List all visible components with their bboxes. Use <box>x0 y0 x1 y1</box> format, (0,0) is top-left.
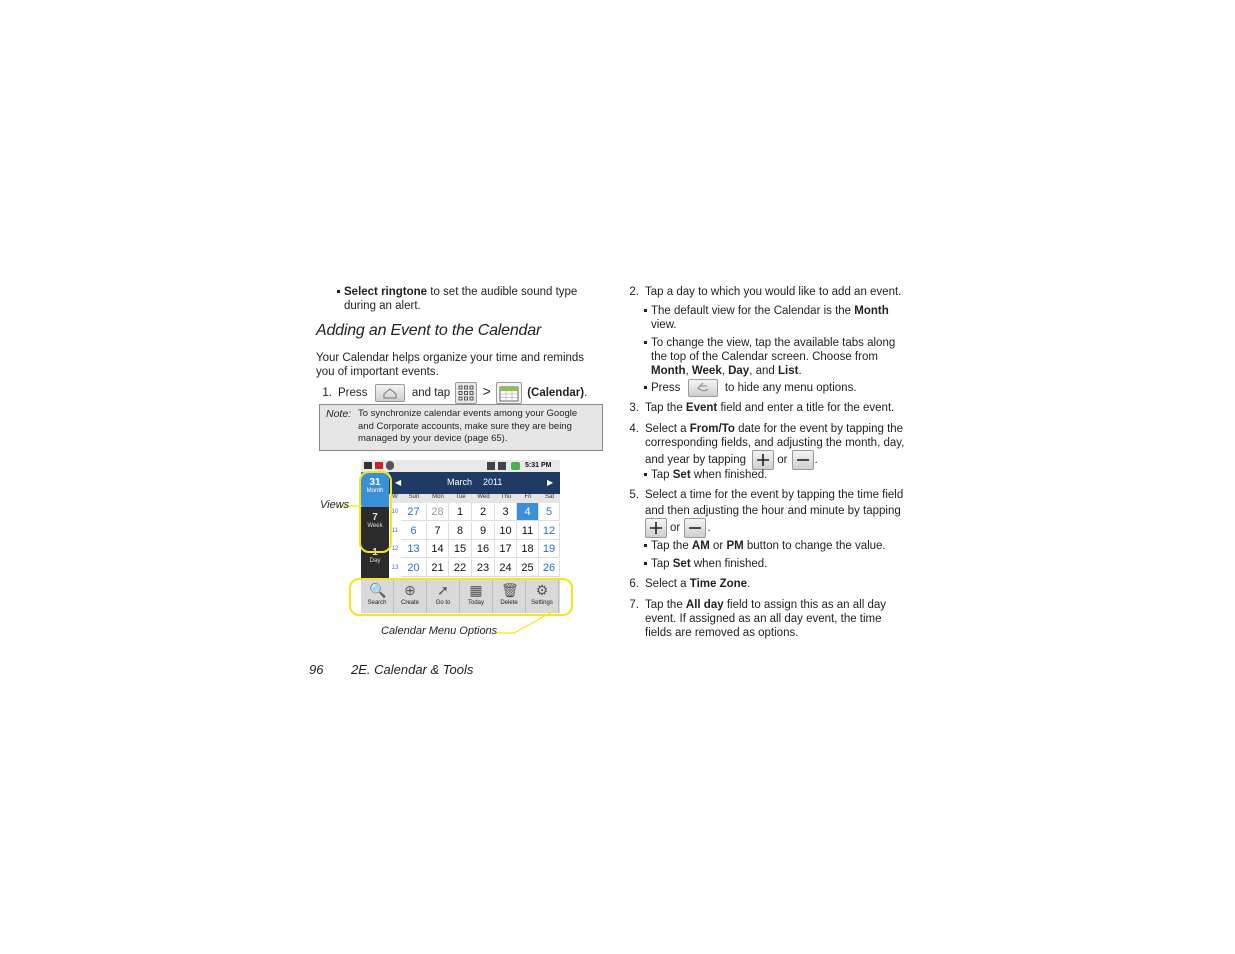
step-number: 3. <box>629 402 639 414</box>
calendar-day-cell[interactable]: 5 <box>539 503 560 521</box>
step-text: Select a <box>645 423 690 435</box>
calendar-header <box>389 472 560 494</box>
signal-icon <box>487 462 495 470</box>
menu-label: Delete <box>500 600 518 606</box>
bold-term: Month <box>651 365 686 377</box>
bullet-text: when finished. <box>690 469 768 481</box>
calendar-day-cell[interactable]: 13 <box>401 540 427 558</box>
calendar-day-cell[interactable]: 19 <box>539 540 560 558</box>
calendar-day-cell[interactable]: 28 <box>427 503 449 521</box>
bold-term: AM <box>691 540 710 552</box>
calendar-day-cell[interactable]: 24 <box>495 559 517 577</box>
bullet-marker <box>644 562 647 565</box>
bold-term: Select ringtone <box>344 286 428 298</box>
week-number: 12 <box>391 546 399 552</box>
intro-line: you of important events. <box>316 366 439 378</box>
separator: . <box>798 365 802 377</box>
step-text: or <box>670 522 681 535</box>
bullet-text: The default view for the Calendar is the <box>651 305 855 317</box>
bold-term: Set <box>672 469 691 481</box>
calendar-day-cell[interactable]: 23 <box>472 559 495 577</box>
back-key-icon <box>688 379 718 397</box>
bullet-marker <box>644 309 647 312</box>
note-line: To synchronize calendar events among your Google <box>358 408 578 419</box>
step-text: field to assign this as an all day <box>723 599 887 611</box>
step-text: Press <box>338 387 368 399</box>
bold-term: Event <box>685 402 718 414</box>
menu-label: Search <box>367 600 387 606</box>
bullet-text: to set the audible sound type <box>427 286 578 298</box>
month-name: March <box>447 477 473 487</box>
week-number: 10 <box>391 509 399 515</box>
week-number: 13 <box>391 564 399 571</box>
step-text: Tap a day to which you would like to add an event. <box>645 286 902 298</box>
step-6 <box>625 577 925 591</box>
prev-month-icon[interactable]: ◀ <box>395 478 402 487</box>
calendar-day-cell[interactable]: 1 <box>449 503 472 521</box>
calendar-day-cell[interactable]: 14 <box>427 540 449 558</box>
note-line: managed by your device (page 65). <box>358 433 508 444</box>
bullet-text: to hide any menu options. <box>724 382 857 394</box>
calendar-day-cell[interactable]: 22 <box>449 559 472 577</box>
view-tab-number: 7 <box>372 512 378 523</box>
bold-term: List <box>778 365 799 377</box>
step-text: Select a time for the event by tapping the time field <box>645 489 904 501</box>
day-of-week-header: Wed <box>472 494 496 503</box>
note-box <box>319 404 603 451</box>
bullet-text: when finished. <box>690 558 768 570</box>
step-text-cont: and year by tapping <box>645 454 747 467</box>
bullet-text-cont: during an alert. <box>344 300 421 312</box>
calendar-day-cell[interactable]: 16 <box>472 540 495 558</box>
go-to-icon: ➚ <box>437 582 449 598</box>
bullet-marker <box>644 386 647 389</box>
day-of-week-header: Tue <box>449 494 473 503</box>
calendar-day-cell[interactable]: 2 <box>472 503 495 521</box>
voicemail-icon <box>364 462 372 469</box>
separator: , <box>685 365 692 377</box>
calendar-day-cell[interactable]: 27 <box>401 503 427 521</box>
step-text: . <box>814 454 818 467</box>
page-number: 96 <box>309 662 324 677</box>
calendar-day-cell[interactable]: 6 <box>401 522 427 540</box>
week-number: 11 <box>391 527 399 534</box>
day-of-week-header: Fri <box>517 494 540 503</box>
bullet-text: Tap the <box>651 540 692 552</box>
bold-term: Month <box>854 305 889 317</box>
bullet-text: Press <box>651 382 681 394</box>
step-number: 7. <box>629 599 639 611</box>
year-label: 2011 <box>483 477 503 487</box>
step-text-cont: and then adjusting the hour and minute by tapping <box>645 505 901 517</box>
bullet-text: Tap <box>651 469 673 481</box>
calendar-day-cell[interactable]: 21 <box>427 559 449 577</box>
bullet-text: Tap <box>651 558 673 570</box>
separator: , and <box>749 365 778 377</box>
step-text: date for the event by tapping the <box>734 423 904 435</box>
step-5 <box>625 488 925 502</box>
calendar-day-cell[interactable]: 10 <box>495 522 517 540</box>
section-title: 2E. Calendar & Tools <box>351 662 474 677</box>
calendar-day-cell[interactable]: 25 <box>517 559 539 577</box>
bullet-marker <box>644 544 647 547</box>
step-arrow: > <box>482 383 491 399</box>
bold-term: From/To <box>689 423 735 435</box>
gmail-icon <box>375 462 383 469</box>
bullet-text: To change the view, tap the available tabs along <box>651 337 896 349</box>
calendar-day-cell[interactable]: 11 <box>517 522 539 540</box>
view-tab-label: Week <box>367 523 383 529</box>
step-4 <box>625 422 925 470</box>
bullet-marker <box>644 473 647 476</box>
step-text-cont: corresponding fields, and adjusting the month, day, <box>645 437 905 449</box>
step-text: . <box>747 578 751 590</box>
bullet-tap-set-1 <box>644 468 924 482</box>
minus-button-icon <box>684 518 706 538</box>
bullet-text-cont: view. <box>651 319 677 331</box>
day-of-week-header: W <box>389 494 402 503</box>
step-text: . <box>584 387 588 399</box>
step-text: field and enter a title for the event. <box>717 402 895 414</box>
bullet-select-ringtone <box>337 285 607 313</box>
step-5-line-3 <box>645 518 925 538</box>
step-2 <box>625 285 925 299</box>
bullet-press-back <box>644 378 924 398</box>
bold-term: Set <box>672 558 691 570</box>
calendar-term: (Calendar) <box>527 387 585 399</box>
calendar-day-cell[interactable]: 17 <box>495 540 517 558</box>
bullet-tap-set-2 <box>644 557 924 571</box>
bullet-default-view <box>644 304 924 332</box>
view-tab-label: Day <box>369 558 381 564</box>
create-icon: ⊕ <box>404 582 416 598</box>
today-icon: ▦ <box>469 582 483 598</box>
separator: , <box>721 365 729 377</box>
plus-button-icon <box>645 518 667 538</box>
menu-leader-line <box>494 608 558 636</box>
step-7 <box>625 598 925 640</box>
calendar-day-cell[interactable]: 15 <box>449 540 472 558</box>
status-bar <box>361 460 560 472</box>
step-number: 2. <box>629 286 639 298</box>
step-3 <box>625 401 925 415</box>
step-text: Tap the <box>645 599 686 611</box>
calendar-day-cell[interactable]: 3 <box>495 503 517 521</box>
bullet-marker <box>337 290 340 293</box>
bullet-text: or <box>709 540 727 552</box>
step-text: and tap <box>411 387 451 399</box>
bullet-am-pm <box>644 539 924 553</box>
bold-term: Day <box>728 365 750 377</box>
step-text-cont: event. If assigned as an all day event, the time <box>645 613 882 625</box>
intro-paragraph <box>316 351 606 379</box>
view-tab-number: 31 <box>369 477 381 488</box>
bullet-marker <box>644 341 647 344</box>
calendar-day-cell[interactable]: 9 <box>472 522 495 540</box>
views-label: Views <box>320 499 350 511</box>
calendar-day-cell[interactable]: 12 <box>539 522 560 540</box>
views-callout <box>359 471 392 553</box>
step-text: Tap the <box>645 402 686 414</box>
next-month-icon[interactable]: ▶ <box>547 478 554 487</box>
step-text-cont: fields are removed as options. <box>645 627 799 639</box>
home-key-icon <box>375 384 405 402</box>
menu-options-label: Calendar Menu Options <box>381 625 498 637</box>
step-number: 1. <box>322 387 332 399</box>
note-text <box>358 408 577 446</box>
calendar-day-cell[interactable]: 8 <box>449 522 472 540</box>
month-grid <box>389 494 560 578</box>
step-number: 6. <box>629 578 639 590</box>
calendar-day-cell[interactable]: 20 <box>401 559 427 577</box>
step-text: Select a <box>645 578 690 590</box>
section-heading: Adding an Event to the Calendar <box>316 322 542 339</box>
day-of-week-header: Sun <box>401 494 428 503</box>
step-text: or <box>777 454 788 467</box>
menu-label: Settings <box>531 600 553 606</box>
day-of-week-header: Sat <box>539 494 560 503</box>
bold-term: PM <box>726 540 744 552</box>
calendar-day-cell[interactable]: 4 <box>517 503 539 521</box>
menu-label: Today <box>467 600 484 606</box>
bullet-text-cont: the top of the Calendar screen. Choose from <box>651 351 878 363</box>
day-of-week-header: Thu <box>495 494 518 503</box>
calendar-day-cell[interactable]: 26 <box>539 559 560 577</box>
android-icon <box>386 461 394 470</box>
apps-grid-icon <box>455 382 477 404</box>
view-tab-label: Month <box>366 488 384 494</box>
bold-term: Week <box>691 365 722 377</box>
menu-label: Go to <box>435 600 451 606</box>
note-label: Note: <box>326 408 352 420</box>
step-1 <box>318 380 608 402</box>
wifi-icon <box>498 462 506 470</box>
view-tab-number: 1 <box>372 547 378 558</box>
search-icon: 🔍 <box>369 582 387 598</box>
day-of-week-header: Mon <box>427 494 450 503</box>
step-text: . <box>707 522 711 535</box>
bold-term: All day <box>685 599 724 611</box>
step-5-line-2 <box>645 504 925 518</box>
plus-button-icon <box>752 450 774 470</box>
calendar-day-cell[interactable]: 7 <box>427 522 449 540</box>
step-number: 5. <box>629 489 639 501</box>
calendar-app-icon <box>496 382 522 404</box>
bullet-text: button to change the value. <box>743 540 886 552</box>
note-line: and Corporate accounts, make sure they are being <box>358 420 572 432</box>
bullet-change-view <box>644 336 924 378</box>
step-number: 4. <box>629 423 639 435</box>
status-time: 5:31 PM <box>525 462 552 469</box>
battery-icon <box>511 462 520 470</box>
menu-label: Create <box>400 600 419 606</box>
bold-term: Time Zone <box>689 578 748 590</box>
settings-icon: ⚙ <box>535 582 549 598</box>
calendar-day-cell[interactable]: 18 <box>517 540 539 558</box>
delete-icon: 🗑 <box>501 582 519 598</box>
minus-button-icon <box>792 450 814 470</box>
intro-line: Your Calendar helps organize your time and reminds <box>316 352 585 364</box>
